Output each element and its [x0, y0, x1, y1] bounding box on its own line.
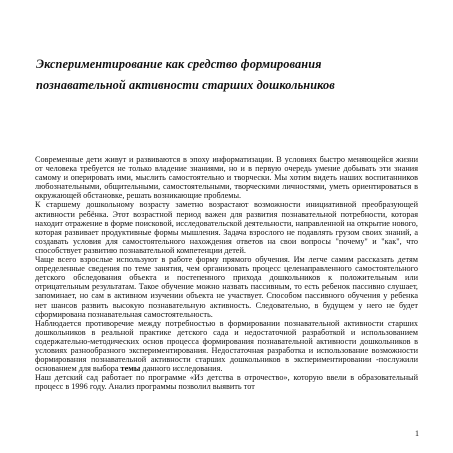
paragraph-program: Наш детский сад работает по программе «Из детства в отрочество», которую ввели в образовательный процесс в 1996 году. Анализ программы позволил выявить тот — [35, 373, 418, 392]
contradiction-text-before: Наблюдается противоречие между потребностью в формировании познавательной активности старших дошкольников в реальной практике детского сада и недостаточной разработкой и использованием содержательно-методических основ процесса формирования познавательной активности дошкольников в условиях разнообразного экспериментирования. Недостаточная разработка и использование возможности формирования познавательной активности старших дошкольников в экспериментировании -послужили основанием для выбора — [35, 318, 418, 374]
paragraph-direct-teaching: Чаще всего взрослые используют в работе форму прямого обучения. Им легче самим рассказать детям определенные сведения по теме занятия, чем организовать процесс целенаправленного самостоятельного детского обследования объекта и постепенного прихода дошкольников к положительным или отрицательным результатам. Такое обучение можно назвать пассивным, то есть ребенок пассивно слушает, запоминает, но сам в активном изучении объекта не участвует. Способом пассивного обучения у ребенка нет шансов развить высокую познавательную активность. Следовательно, в будущем у него не будет сформирована познавательная самостоятельность. — [35, 255, 418, 319]
page-number: 1 — [415, 429, 419, 438]
paragraph-preschool-age: К старшему дошкольному возрасту заметно возрастают возможности инициативной преобразующей активности ребёнка. Этот возрастной период важен для развития познавательной потребности, которая находит отражение в форме поисковой, исследовательской деятельности, направленной на открытие нового, которая развивает продуктивные формы мышления. Задача взрослого не подавлять грузом своих знаний, а создавать условия для самостоятельного нахождения ответов на свои вопросы "почему" и "как", что способствует развитию познавательной компетенции детей. — [35, 200, 418, 255]
contradiction-text-after: данного исследования. — [140, 364, 223, 374]
title-line-1: Экспериментирование как средство формирования — [36, 57, 322, 71]
document-body — [35, 155, 418, 391]
paragraph-contradiction — [35, 319, 418, 374]
title-line-2: познавательной активности старших дошкольников — [36, 78, 335, 92]
paragraph-intro: Современные дети живут и развиваются в эпоху информатизации. В условиях быстро меняющейся жизни от человека требуется не только владение знаниями, но и в первую очередь умение добывать эти знания самому и оперировать ими, мыслить самостоятельно и творчески. Мы хотим видеть наших воспитанников любознательными, общительными, самостоятельными, творческими личностями, уметь ориентироваться в окружающей обстановке, решать возникающие проблемы. — [35, 155, 418, 201]
document-title — [36, 54, 433, 96]
research-topic-bold: темы — [120, 364, 141, 374]
